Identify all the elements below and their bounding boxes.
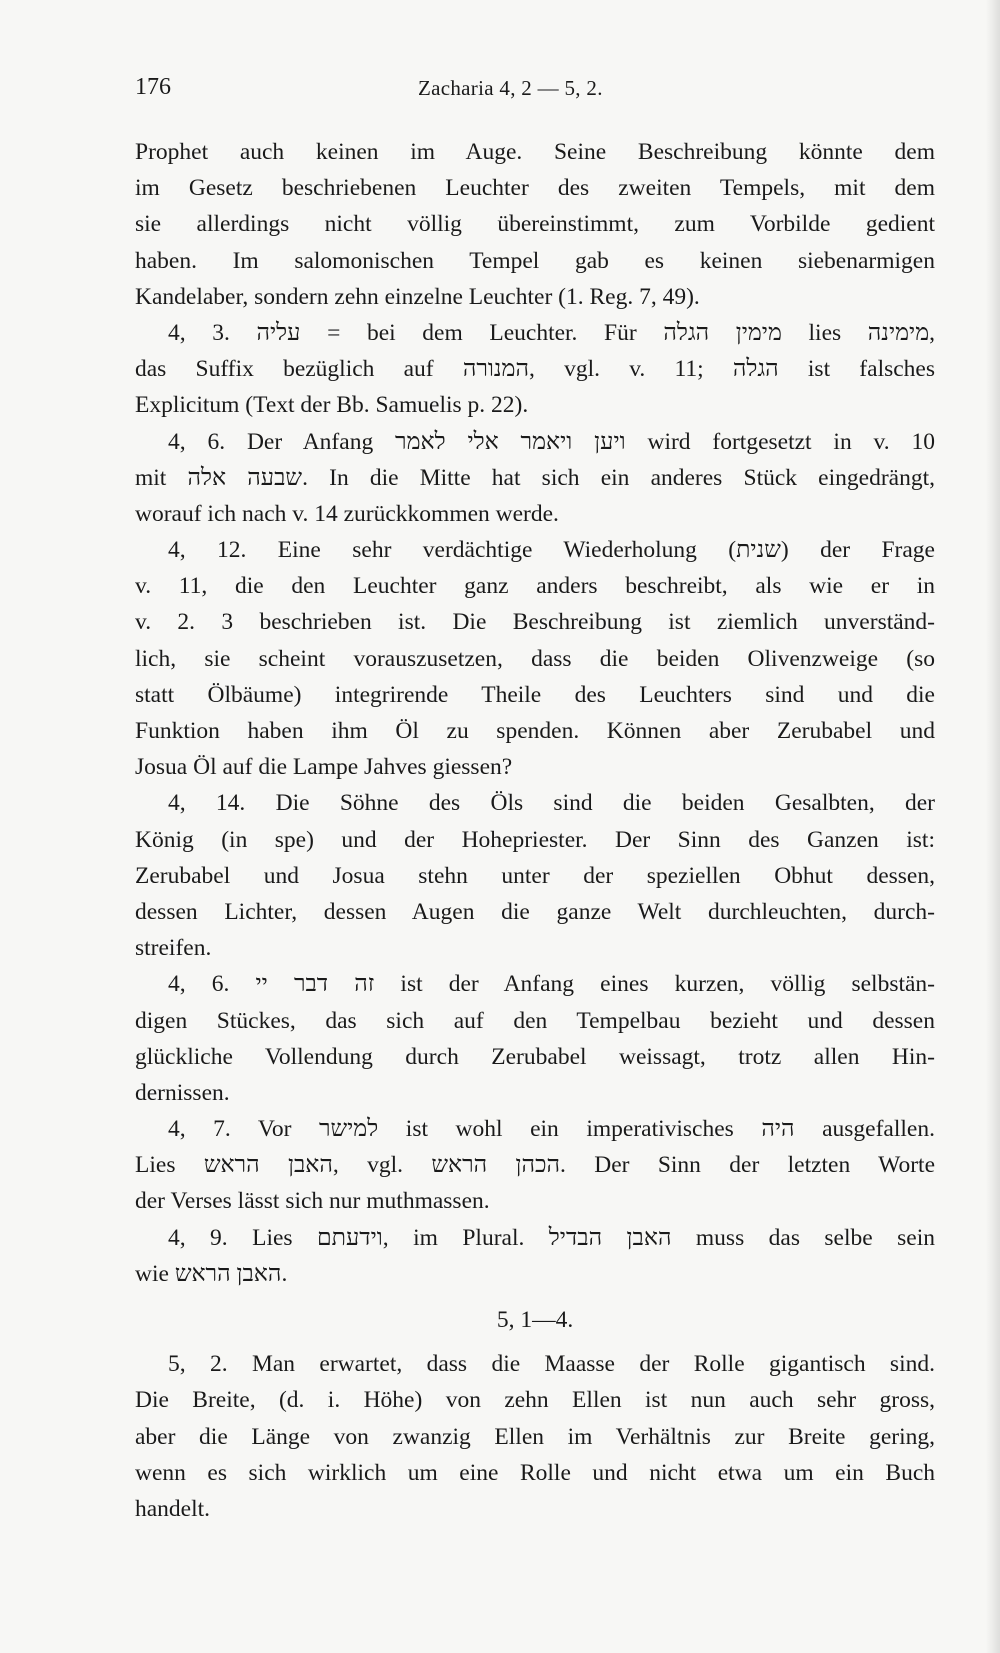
commentary-block-4 xyxy=(135,134,935,1292)
text-line: 4, 9. Lies וידעתם, im Plural. האבן הבדיל muss das selbe sein xyxy=(168,1224,935,1251)
text-line: Prophet auch keinen im Auge. Seine Beschreibung könnte dem xyxy=(135,139,935,165)
text-line: 4, 7. Vor למישר ist wohl ein imperativisches היה ausgefallen. xyxy=(168,1116,935,1143)
text-line: dessen Lichter, dessen Augen die ganze Welt durchleuchten, durch- xyxy=(135,898,935,925)
commentary-block-5 xyxy=(135,1346,935,1527)
text-line: handelt. xyxy=(135,1495,211,1522)
running-title: Zacharia 4, 2 — 5, 2. xyxy=(418,76,603,100)
text-line: 4, 3. עליה = bei dem Leuchter. Für מימין הגלה lies מימינה, xyxy=(168,319,935,346)
text-line: streifen. xyxy=(135,935,212,962)
text-line: im Gesetz beschriebenen Leuchter des zweiten Tempels, mit dem xyxy=(135,175,935,202)
text-line: sie allerdings nicht völlig übereinstimmt, zum Vorbilde gedient xyxy=(135,211,935,238)
text-line: 4, 14. Die Söhne des Öls sind die beiden Gesalbten, der xyxy=(168,790,935,817)
text-line: das Suffix bezüglich auf המנורה, vgl. v. 11; הגלה ist falsches xyxy=(135,356,935,383)
text-line: 4, 12. Eine sehr verdächtige Wiederholung (שנית) der Frage xyxy=(168,537,935,564)
text-line: wenn es sich wirklich um eine Rolle und nicht etwa um ein Buch xyxy=(135,1459,935,1486)
text-line: 4, 6. זה דבר יי ist der Anfang eines kurzen, völlig selbstän- xyxy=(168,971,935,998)
text-line: Die Breite, (d. i. Höhe) von zehn Ellen ist nun auch sehr gross, xyxy=(135,1387,935,1414)
text-line: 5, 2. Man erwartet, dass die Maasse der Rolle gigantisch sind. xyxy=(168,1351,935,1378)
text-line: dernissen. xyxy=(135,1079,230,1106)
text-line: Zerubabel und Josua stehn unter der speziellen Obhut dessen, xyxy=(135,862,935,889)
text-line: der Verses lässt sich nur muthmassen. xyxy=(135,1188,490,1215)
text-line: Kandelaber, sondern zehn einzelne Leuchter (1. Reg. 7, 49). xyxy=(135,283,700,310)
text-line: glückliche Vollendung durch Zerubabel weissagt, trotz allen Hin- xyxy=(135,1043,935,1070)
text-line: worauf ich nach v. 14 zurückkommen werde. xyxy=(135,500,559,527)
text-line: lich, sie scheint vorauszusetzen, dass die beiden Olivenzweige (so xyxy=(135,645,935,672)
text-line: v. 2. 3 beschrieben ist. Die Beschreibung ist ziemlich unverständ- xyxy=(135,609,935,636)
text-line: Josua Öl auf die Lampe Jahves giessen? xyxy=(135,754,513,781)
page-number: 176 xyxy=(135,74,171,100)
text-line: Explicitum (Text der Bb. Samuelis p. 22). xyxy=(135,392,529,419)
text-line: digen Stückes, das sich auf den Tempelbau bezieht und dessen xyxy=(135,1007,935,1034)
text-line: Funktion haben ihm Öl zu spenden. Können aber Zerubabel und xyxy=(135,718,935,744)
text-line: König (in spe) und der Hohepriester. Der Sinn des Ganzen ist: xyxy=(135,826,935,853)
text-line: 4, 6. Der Anfang ויען ויאמר אלי לאמר wird fortgesetzt in v. 10 xyxy=(168,428,935,455)
text-line: Lies האבן הראש, vgl. הכהן הראש. Der Sinn der letzten Worte xyxy=(135,1152,935,1179)
text-line: haben. Im salomonischen Tempel gab es keinen siebenarmigen xyxy=(135,247,935,274)
text-line: wie האבן הראש. xyxy=(135,1260,288,1287)
scan-edge-shadow xyxy=(986,0,1000,1653)
body-text xyxy=(135,134,935,1527)
text-line: aber die Länge von zwanzig Ellen im Verhältnis zur Breite gering, xyxy=(135,1423,935,1450)
text-line: statt Ölbäume) integrirende Theile des Leuchters sind und die xyxy=(135,681,935,708)
text-line: v. 11, die den Leuchter ganz anders beschreibt, als wie er in xyxy=(135,573,935,600)
section-heading: 5, 1—4. xyxy=(496,1307,574,1333)
text-line: mit שבעה אלה. In die Mitte hat sich ein anderes Stück eingedrängt, xyxy=(135,464,935,491)
